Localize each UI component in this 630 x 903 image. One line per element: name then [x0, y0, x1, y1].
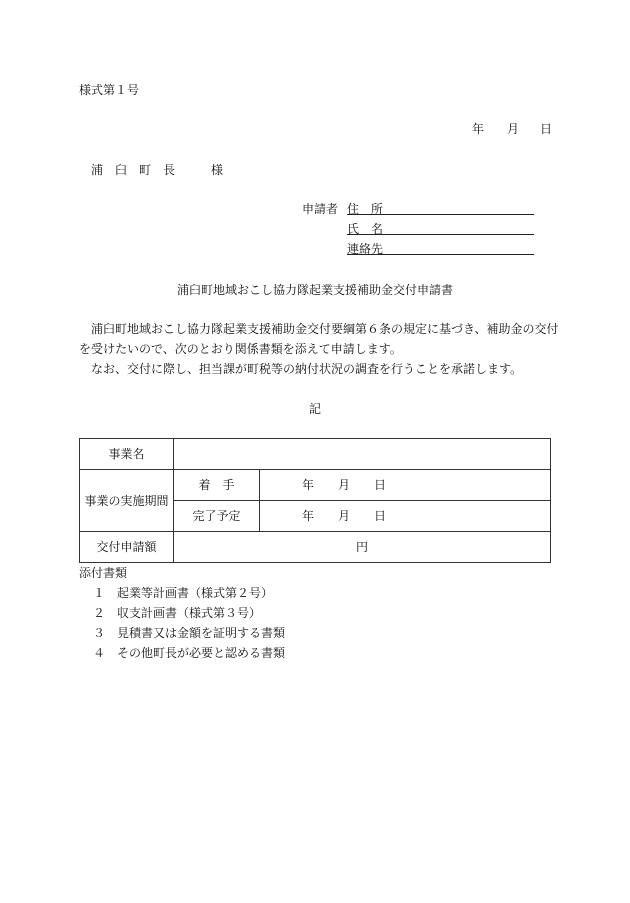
amount-unit: 円	[355, 540, 368, 554]
start-date-text: 年 月 日	[302, 478, 387, 492]
document-title: 浦臼町地域おこし協力隊起業支援補助金交付申請書	[176, 283, 453, 297]
address-line	[347, 214, 534, 215]
amount-label: 交付申請額	[80, 532, 174, 563]
period-label: 事業の実施期間	[80, 470, 174, 532]
ki-heading: 記	[308, 402, 321, 416]
body-line-2: を受けたいので、次のとおり関係書類を添えて申請します。	[79, 342, 402, 356]
table-row	[80, 439, 551, 470]
body-line-1: 浦臼町地域おこし協力隊起業支援補助金交付要綱第６条の規定に基づき、補助金の交付	[79, 322, 559, 336]
body-line-3: なお、交付に際し、担当課が町税等の納付状況の調査を行うことを承諾します。	[79, 362, 523, 376]
project-name-label: 事業名	[80, 439, 174, 470]
list-item: ３ 見積書又は金額を証明する書類	[93, 626, 286, 640]
list-item: ２ 収支計画書（様式第３号）	[93, 606, 262, 620]
amount-field[interactable]	[174, 532, 551, 563]
form-number: 様式第１号	[79, 83, 140, 97]
project-name-field[interactable]	[174, 439, 551, 470]
date-day: 日	[540, 122, 553, 136]
end-date-text: 年 月 日	[302, 509, 387, 523]
name-line	[347, 234, 534, 235]
contact-line	[347, 254, 534, 255]
address-label: 住 所	[347, 202, 384, 216]
table-row	[80, 470, 551, 501]
contact-label: 連絡先	[347, 242, 384, 256]
table-row	[80, 532, 551, 563]
date-year: 年	[472, 122, 485, 136]
name-label: 氏 名	[347, 222, 384, 236]
end-label: 完了予定	[174, 501, 260, 532]
start-date-field[interactable]	[260, 470, 551, 501]
applicant-label: 申請者	[302, 202, 339, 216]
list-item: １ 起業等計画書（様式第２号）	[93, 586, 274, 600]
end-date-field[interactable]	[260, 501, 551, 532]
start-label: 着 手	[174, 470, 260, 501]
recipient: 浦 臼 町 長 様	[91, 163, 224, 177]
attachments-heading: 添付書類	[79, 566, 128, 580]
list-item: ４ その他町長が必要と認める書類	[93, 646, 286, 660]
date-month: 月	[507, 122, 520, 136]
application-table	[79, 438, 551, 563]
